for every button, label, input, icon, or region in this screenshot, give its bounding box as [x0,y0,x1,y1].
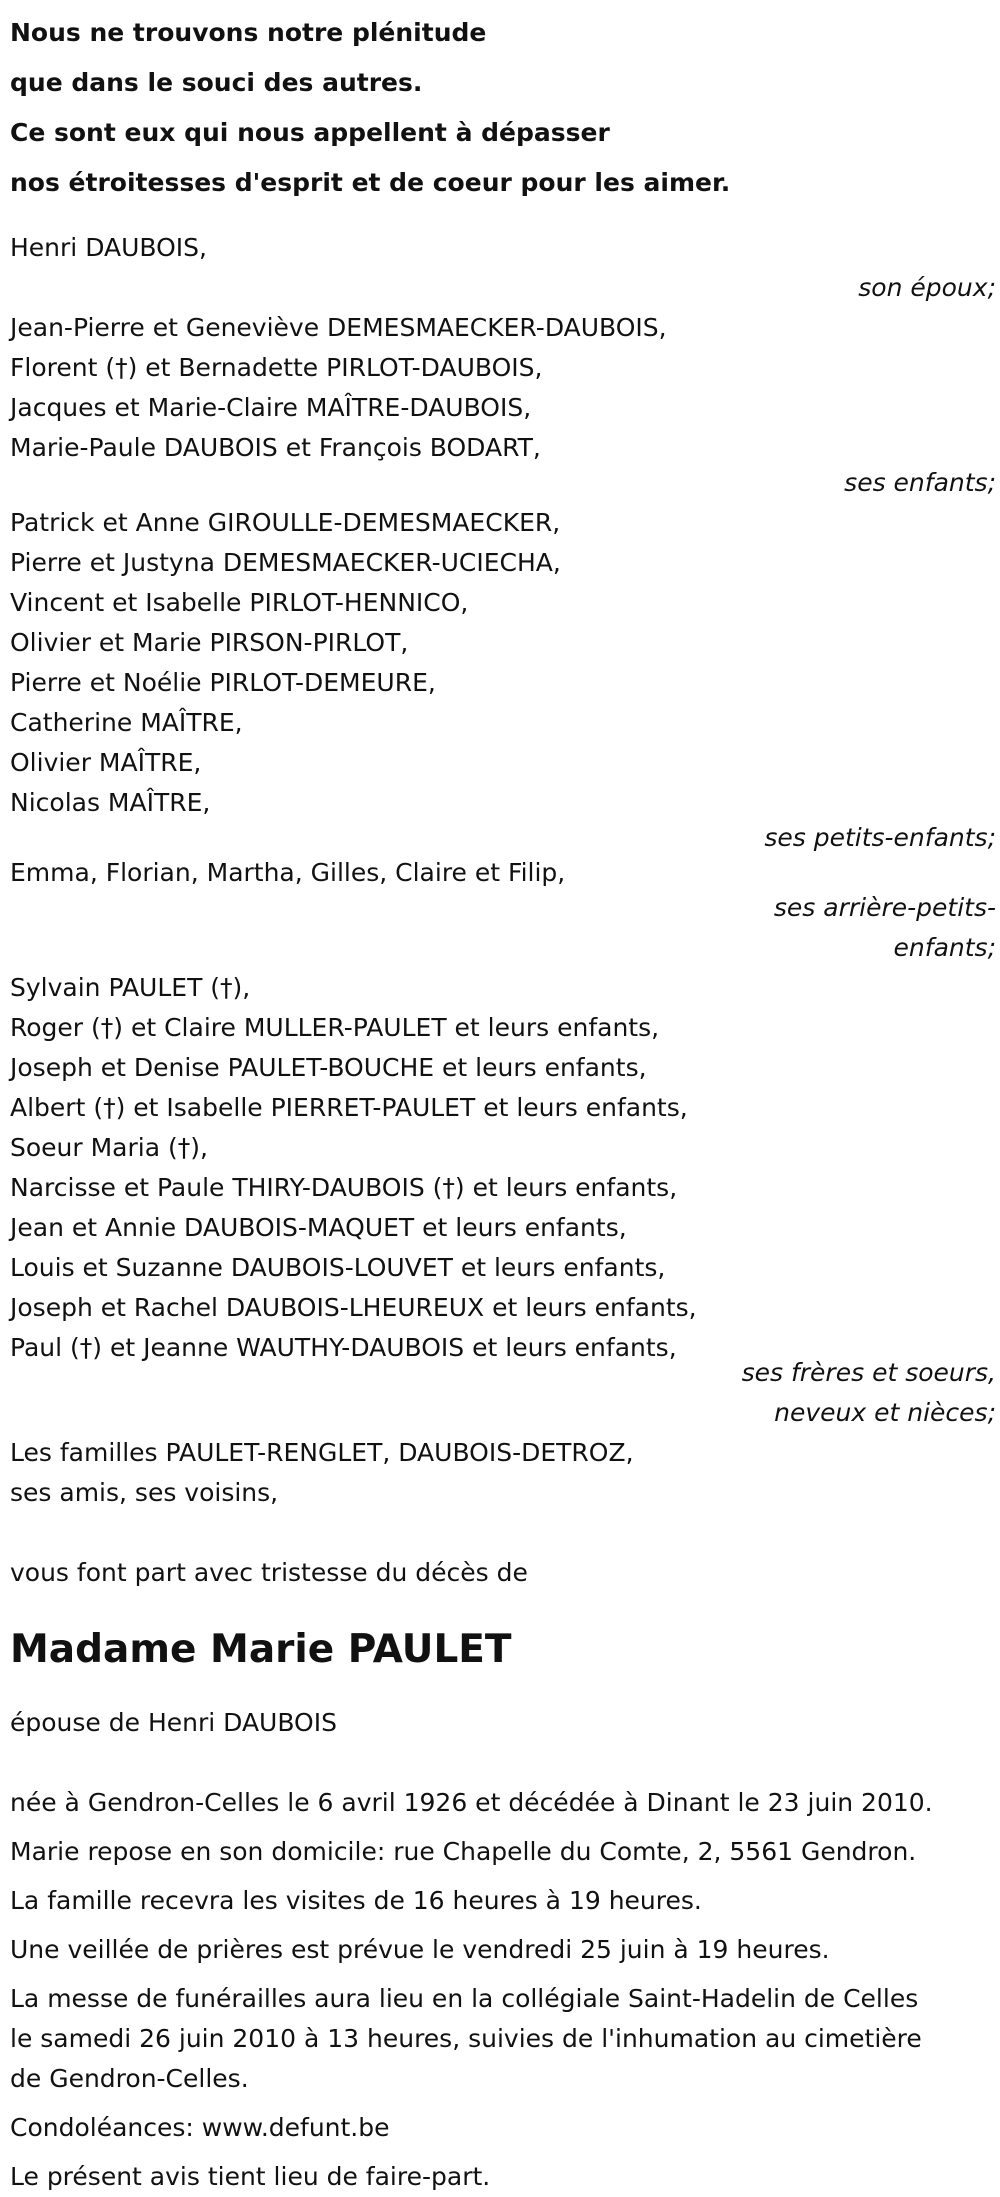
role-label-children: ses enfants; [844,468,996,497]
family-name-line: Jean-Pierre et Geneviève DEMESMAECKER-DAUBOIS, [10,313,667,342]
family-name-line: Soeur Maria (†), [10,1133,208,1162]
family-name-line: Les familles PAULET-RENGLET, DAUBOIS-DETROZ, [10,1438,634,1467]
family-name-line: Albert (†) et Isabelle PIERRET-PAULET et leurs enfants, [10,1093,688,1122]
role-label-line: ses frères et soeurs, [741,1358,996,1387]
family-name-line: Roger (†) et Claire MULLER-PAULET et leurs enfants, [10,1013,660,1042]
others-group [10,1433,996,1513]
family-name-line: Olivier MAÎTRE, [10,748,202,777]
family-name-line: Joseph et Denise PAULET-BOUCHE et leurs enfants, [10,1053,647,1082]
family-name-line: Marie-Paule DAUBOIS et François BODART, [10,433,541,462]
deceased-name: Madame Marie PAULET [10,1627,512,1672]
family-name-line: Henri DAUBOIS, [10,233,207,262]
funeral-line: La messe de funérailles aura lieu en la collégiale Saint-Hadelin de Celles [10,1984,919,2013]
spouse-of: épouse de Henri DAUBOIS [10,1708,337,1737]
family-name-line: Catherine MAÎTRE, [10,708,243,737]
family-name-line: Florent (†) et Bernadette PIRLOT-DAUBOIS, [10,353,543,382]
role-label-great-grandchildren [766,888,996,968]
poem-line: Ce sont eux qui nous appellent à dépasser [10,118,610,147]
family-name-line: Joseph et Rachel DAUBOIS-LHEUREUX et leurs enfants, [10,1293,697,1322]
condolences-line: Condoléances: www.defunt.be [10,2113,390,2142]
details [10,1783,996,2197]
siblings-group [10,968,996,1433]
vigil-line: Une veillée de prières est prévue le vendredi 25 juin à 19 heures. [10,1935,830,1964]
role-label-line: neveux et nièces; [774,1398,996,1427]
family-name-line: ses amis, ses voisins, [10,1478,279,1507]
role-label-line: enfants; [893,933,996,962]
visits-line: La famille recevra les visites de 16 heures à 19 heures. [10,1886,702,1915]
family-name-line: Jacques et Marie-Claire MAÎTRE-DAUBOIS, [10,393,532,422]
birth-death-line: née à Gendron-Celles le 6 avril 1926 et décédée à Dinant le 23 juin 2010. [10,1788,933,1817]
funeral-line: de Gendron-Celles. [10,2064,249,2093]
announcement: vous font part avec tristesse du décès de [10,1558,528,1587]
family-name-line: Emma, Florian, Martha, Gilles, Claire et Filip, [10,858,566,887]
family-name-line: Pierre et Justyna DEMESMAECKER-UCIECHA, [10,548,561,577]
family-name-line: Narcisse et Paule THIRY-DAUBOIS (†) et leurs enfants, [10,1173,678,1202]
role-label-spouse: son époux; [858,273,996,302]
poem-line: que dans le souci des autres. [10,68,423,97]
family-name-line: Patrick et Anne GIROULLE-DEMESMAECKER, [10,508,561,537]
family-name-line: Nicolas MAÎTRE, [10,788,211,817]
poem-line: nos étroitesses d'esprit et de coeur pour les aimer. [10,168,731,197]
family-name-line: Vincent et Isabelle PIRLOT-HENNICO, [10,588,469,617]
family-name-line: Paul (†) et Jeanne WAUTHY-DAUBOIS et leurs enfants, [10,1333,677,1362]
death-notice [10,8,996,2197]
family-name-line: Jean et Annie DAUBOIS-MAQUET et leurs enfants, [10,1213,627,1242]
family-name-line: Olivier et Marie PIRSON-PIRLOT, [10,628,409,657]
poem-line: Nous ne trouvons notre plénitude [10,18,487,47]
great-grandchildren-group [10,853,996,968]
notice-line: Le présent avis tient lieu de faire-part. [10,2162,491,2191]
spouse-group [10,228,996,308]
rest-line: Marie repose en son domicile: rue Chapelle du Comte, 2, 5561 Gendron. [10,1837,917,1866]
family-name-line: Pierre et Noélie PIRLOT-DEMEURE, [10,668,436,697]
grandchildren-group [10,503,996,858]
poem [10,8,996,208]
family-name-line: Sylvain PAULET (†), [10,973,251,1002]
role-label-grandchildren: ses petits-enfants; [764,823,996,852]
family-name-line: Louis et Suzanne DAUBOIS-LOUVET et leurs enfants, [10,1253,666,1282]
children-group [10,308,996,503]
funeral-line: le samedi 26 juin 2010 à 13 heures, suivies de l'inhumation au cimetière [10,2024,922,2053]
role-label-line: ses arrière-petits- [773,893,996,922]
funeral-paragraph [10,1979,996,2099]
